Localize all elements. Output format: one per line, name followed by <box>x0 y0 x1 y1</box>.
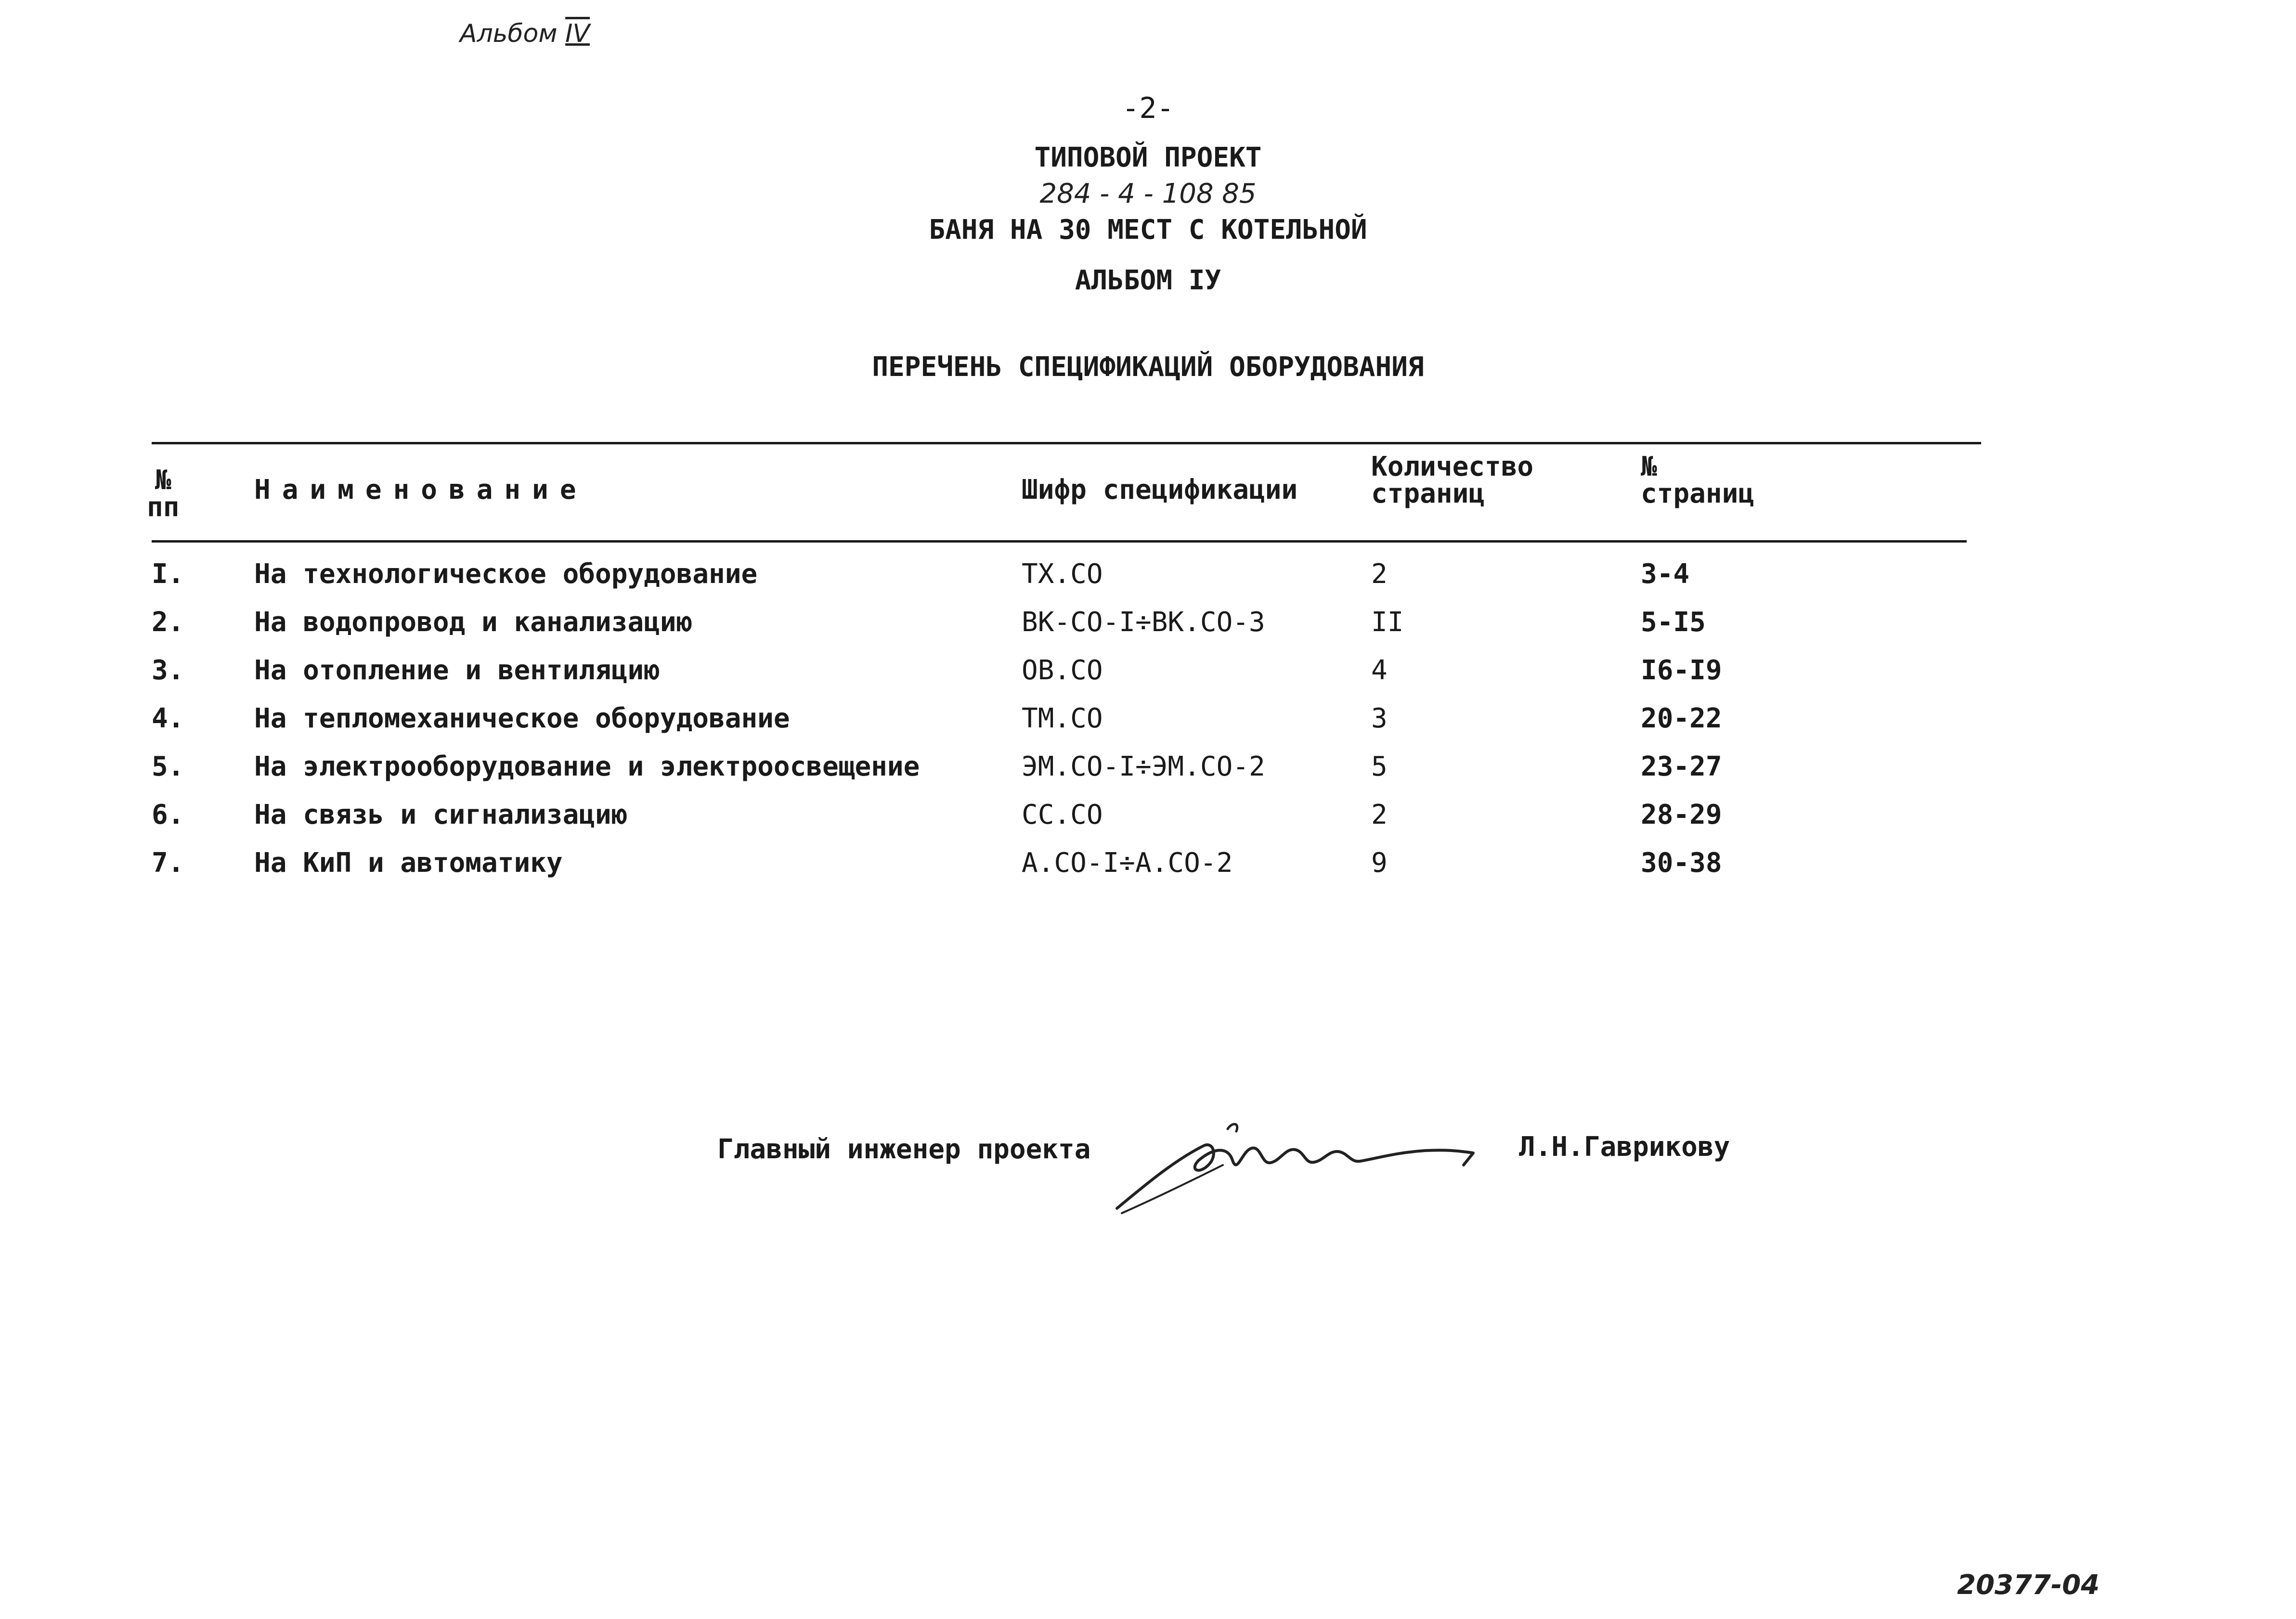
table-row <box>0 655 2296 703</box>
table-row <box>0 847 2296 895</box>
row-page-count: 2 <box>1371 799 1388 830</box>
row-code: ТМ.СО <box>1022 703 1103 734</box>
archive-number: 20377-04 <box>1957 1569 2100 1601</box>
album-handwritten-prefix: Альбом <box>460 19 558 48</box>
column-header-number: № пп <box>147 465 180 523</box>
page-number: -2- <box>1122 91 1174 125</box>
row-number: 4. <box>152 703 184 734</box>
row-name: На электрооборудование и электроосвещение <box>254 751 920 782</box>
row-name: На водопровод и канализацию <box>254 607 693 638</box>
table-row <box>0 607 2296 655</box>
table-row <box>0 799 2296 847</box>
row-page-count: II <box>1371 607 1404 638</box>
column-header-page-count: Количество страниц <box>1371 451 1534 509</box>
album-handwritten-numeral: IV <box>565 19 590 48</box>
row-name: На технологическое оборудование <box>254 558 758 590</box>
row-number: 3. <box>152 655 184 686</box>
row-page-count: 9 <box>1371 847 1388 879</box>
row-page-numbers: 20-22 <box>1641 703 1722 734</box>
row-name: На отопление и вентиляцию <box>254 655 660 686</box>
row-page-numbers: 3-4 <box>1641 558 1690 590</box>
signer-name: Л.Н.Гаврикову <box>1519 1131 1730 1163</box>
column-header-name: Наименование <box>254 474 588 505</box>
project-code: 284 - 4 - 108 85 <box>1039 178 1257 209</box>
project-title: БАНЯ НА 30 МЕСТ С КОТЕЛЬНОЙ <box>929 214 1367 246</box>
row-name: На КиП и автоматику <box>254 847 563 879</box>
table-row <box>0 703 2296 751</box>
row-page-count: 3 <box>1371 703 1388 734</box>
list-title: ПЕРЕЧЕНЬ СПЕЦИФИКАЦИЙ ОБОРУДОВАНИЯ <box>872 351 1424 383</box>
table-row <box>0 558 2296 607</box>
row-code: ОВ.СО <box>1022 655 1103 686</box>
project-type: ТИПОВОЙ ПРОЕКТ <box>1034 142 1262 173</box>
row-page-numbers: 23-27 <box>1641 751 1722 782</box>
row-number: I. <box>152 558 184 590</box>
row-code: ЭМ.СО-I÷ЭМ.СО-2 <box>1022 751 1265 782</box>
row-number: 2. <box>152 607 184 638</box>
table-row <box>0 751 2296 799</box>
row-number: 7. <box>152 847 184 879</box>
row-page-numbers: 5-I5 <box>1641 607 1706 638</box>
row-name: На связь и сигнализацию <box>254 799 628 830</box>
row-page-count: 4 <box>1371 655 1388 686</box>
row-page-numbers: 28-29 <box>1641 799 1722 830</box>
row-number: 5. <box>152 751 184 782</box>
album-label: АЛЬБОМ IУ <box>1075 265 1221 296</box>
row-page-count: 5 <box>1371 751 1388 782</box>
row-code: А.СО-I÷А.СО-2 <box>1022 847 1233 879</box>
album-handwritten-mark <box>460 19 590 48</box>
row-code: СС.СО <box>1022 799 1103 830</box>
column-header-code: Шифр спецификации <box>1022 474 1298 505</box>
row-page-numbers: 30-38 <box>1641 847 1722 879</box>
row-number: 6. <box>152 799 184 830</box>
table-top-rule <box>152 442 1981 444</box>
row-page-numbers: I6-I9 <box>1641 655 1722 686</box>
table-header-rule <box>152 540 1967 543</box>
row-code: ВК-СО-I÷ВК.СО-3 <box>1022 607 1265 638</box>
row-name: На тепломеханическое оборудование <box>254 703 790 734</box>
row-code: ТХ.СО <box>1022 558 1103 590</box>
handwritten-signature <box>1107 1112 1492 1218</box>
row-page-count: 2 <box>1371 558 1388 590</box>
column-header-page-numbers: № страниц <box>1641 451 1755 509</box>
signer-role: Главный инженер проекта <box>717 1134 1091 1165</box>
